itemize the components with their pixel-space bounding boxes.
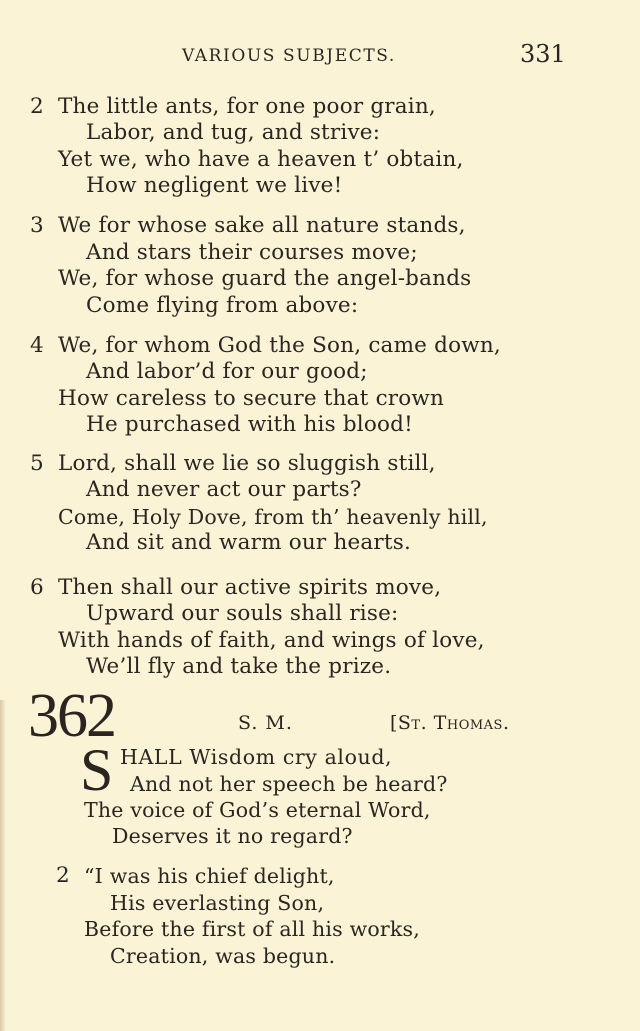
stanza-line: HALL Wisdom cry aloud,: [120, 745, 393, 769]
stanza-line: And never act our parts?: [86, 477, 362, 502]
stanza-line: How negligent we live!: [86, 173, 343, 198]
stanza-line: Deserves it no regard?: [112, 824, 353, 848]
running-head: VARIOUS SUBJECTS.: [182, 46, 396, 66]
stanza-line: Come, Holy Dove, from th’ heavenly hill,: [58, 505, 488, 529]
stanza-line: Upward our souls shall rise:: [86, 601, 399, 626]
stanza-line: Lord, shall we lie so sluggish still,: [58, 451, 436, 476]
stanza-line: And not her speech be heard?: [130, 772, 448, 796]
stanza-line: We for whose sake all nature stands,: [58, 213, 466, 238]
stanza-line: And stars their courses move;: [86, 240, 418, 265]
stanza-number: 2: [56, 863, 70, 888]
stanza-line: With hands of faith, and wings of love,: [58, 628, 485, 653]
stanza-line: We’ll fly and take the prize.: [86, 654, 392, 679]
stanza-line: Come flying from above:: [86, 293, 359, 318]
hymn-number: 362: [28, 682, 115, 750]
stanza-line: Labor, and tug, and strive:: [86, 120, 381, 145]
stanza-number: 6: [30, 575, 44, 600]
stanza-number: 4: [30, 333, 44, 358]
stanza-number: 2: [30, 94, 44, 119]
stanza-line: How careless to secure that crown: [58, 386, 445, 411]
stanza-line: We, for whose guard the angel-bands: [58, 266, 472, 291]
stanza-line: Yet we, who have a heaven t’ obtain,: [58, 147, 464, 172]
page-number: 331: [520, 40, 566, 68]
stanza-line: The voice of God’s eternal Word,: [84, 798, 431, 822]
stanza-line: Before the first of all his works,: [84, 917, 420, 941]
hymn-meter: S. M.: [238, 712, 293, 734]
stanza-line: His everlasting Son,: [110, 891, 325, 915]
stanza-line: Then shall our active spirits move,: [58, 575, 442, 600]
stanza-line: And sit and warm our hearts.: [86, 530, 412, 555]
stanza-number: 5: [30, 451, 44, 476]
drop-cap: S: [80, 737, 114, 803]
page-edge-shadow: [0, 700, 6, 1031]
stanza-line: The little ants, for one poor grain,: [58, 94, 436, 119]
hymn-tune: [St. Thomas.: [390, 712, 510, 734]
stanza-line: “I was his chief delight,: [84, 864, 335, 888]
stanza-line: We, for whom God the Son, came down,: [58, 333, 501, 358]
stanza-line: Creation, was begun.: [110, 944, 336, 968]
stanza-number: 3: [30, 213, 44, 238]
page-header: [0, 40, 640, 70]
stanza-line: And labor’d for our good;: [86, 359, 368, 384]
stanza-line: He purchased with his blood!: [86, 412, 413, 437]
